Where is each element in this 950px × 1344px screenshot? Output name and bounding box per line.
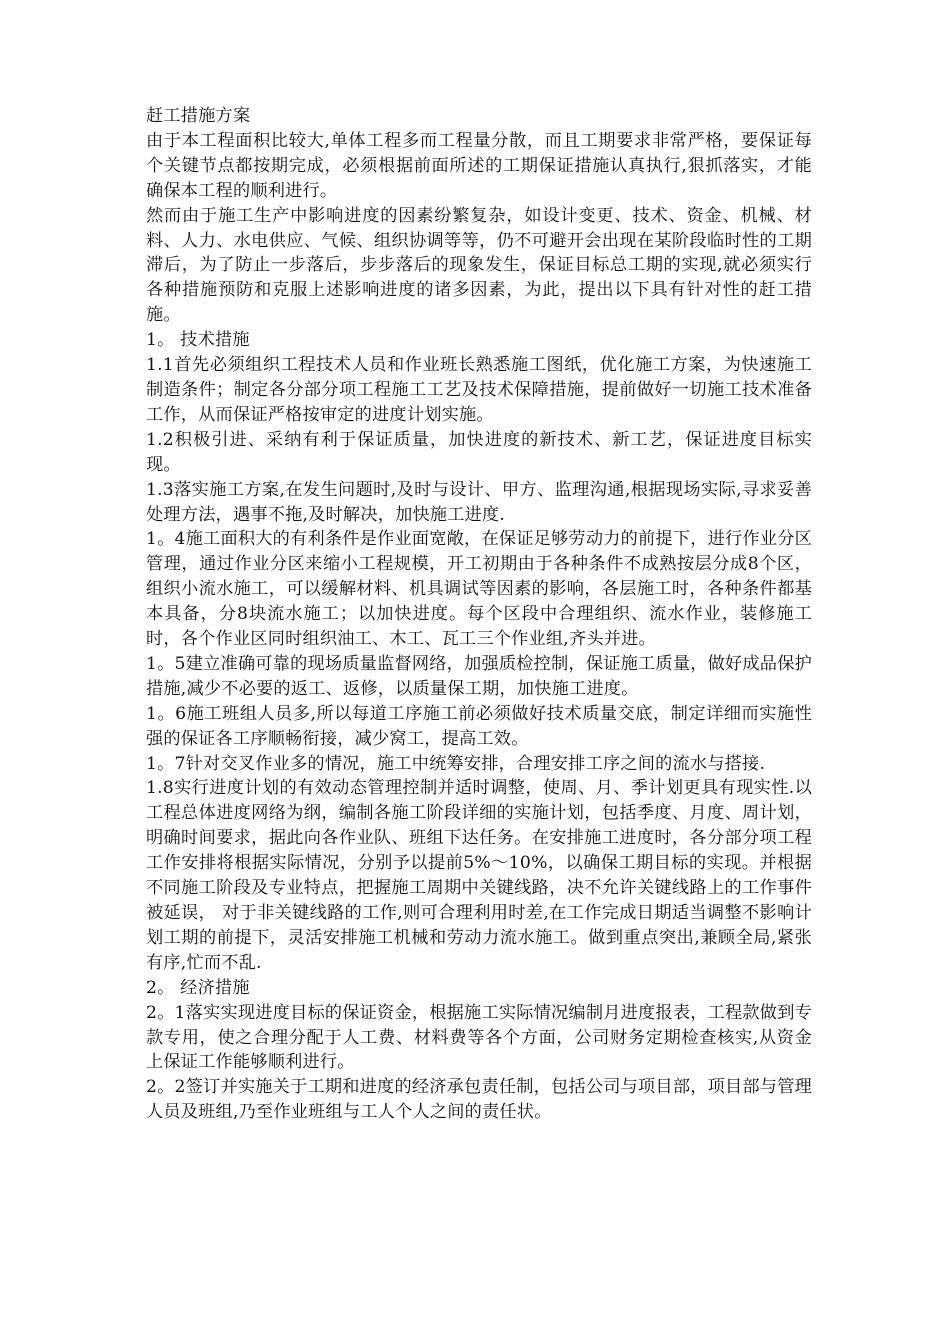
document-title: 赶工措施方案 xyxy=(146,106,251,126)
paragraph-1-4: 1。4施工面积大的有利条件是作业面宽敞，在保证足够劳动力的前提下，进行作业分区管理，通过作业分区来缩小工程规模，开工初期由于各种条件不成熟按层分成8个区，组织小流水施工，可以缓解材料、机具调试等因素的影响，各层施工时，各种条件都基本具备，分8块流水施工；以加快进度。每个区段中合理组织、流水作业，装修施工时，各个作业区同时组织油工、木工、瓦工三个作业组,齐头并进。 xyxy=(146,529,812,650)
paragraph-1-7: 1。7针对交叉作业多的情况，施工中统筹安排，合理安排工序之间的流水与搭接. xyxy=(146,753,766,774)
paragraph-1-2: 1.2积极引进、采纳有利于保证质量，加快进度的新技术、新工艺，保证进度目标实现。 xyxy=(146,429,812,475)
paragraph-1-3: 1.3落实施工方案,在发生问题时,及时与设计、甲方、监理沟通,根据现场实际,寻求妥善处理方法，遇事不拖,及时解决，加快施工进度. xyxy=(146,479,812,525)
paragraph-1-6: 1。6施工班组人员多,所以每道工序施工前必须做好技术质量交底，制定详细而实施性强的保证各工序顺畅衔接，减少窝工，提高工效。 xyxy=(146,703,812,749)
section-heading-technical: 1。 技术措施 xyxy=(146,330,250,351)
section-heading-economic: 2。 经济措施 xyxy=(146,977,250,998)
paragraph-factors: 然而由于施工生产中影响进度的因素纷繁复杂，如设计变更、技术、资金、机械、材料、人力、水电供应、气候、组织协调等等，仍不可避开会出现在某阶段临时性的工期滞后，为了防止一步落后，步步落后的现象发生，保证目标总工期的实现,就必须实行各种措施预防和克服上述影响进度的诸多因素，为此，提出以下具有针对性的赶工措施。 xyxy=(146,205,812,326)
paragraph-1-5: 1。5建立准确可靠的现场质量监督网络，加强质检控制，保证施工质量，做好成品保护措施,减少不必要的返工、返修，以质量保工期，加快施工进度。 xyxy=(146,653,812,699)
paragraph-2-2: 2。2签订并实施关于工期和进度的经济承包责任制，包括公司与项目部，项目部与管理人员及班组,乃至作业班组与工人个人之间的责任状。 xyxy=(146,1077,812,1123)
paragraph-1-1: 1.1首先必须组织工程技术人员和作业班长熟悉施工图纸，优化施工方案，为快速施工制造条件；制定各分部分项工程施工工艺及技术保障措施，提前做好一切施工技术准备工作，从而保证严格按审定的进度计划实施。 xyxy=(146,355,812,425)
paragraph-2-1: 2。1落实实现进度目标的保证资金，根据施工实际情况编制月进度报表，工程款做到专款专用，使之合理分配于人工费、材料费等各个方面，公司财务定期检查核实,从资金上保证工作能够顺利进行。 xyxy=(146,1002,812,1073)
document-page xyxy=(146,104,812,1125)
paragraph-intro: 由于本工程面积比较大,单体工程多而工程量分散，而且工期要求非常严格，要保证每个关键节点都按期完成，必须根据前面所述的工期保证措施认真执行,狠抓落实，才能确保本工程的顺利进行。 xyxy=(146,130,812,201)
paragraph-1-8: 1.8实行进度计划的有效动态管理控制并适时调整，使周、月、季计划更具有现实性.以工程总体进度网络为纲，编制各施工阶段详细的实施计划，包括季度、月度、周计划，明确时间要求，据此向各作业队、班组下达任务。在安排施工进度时，各分部分项工程工作安排将根据实际情况，分别予以提前5%～10%，以确保工期目标的实现。并根据不同施工阶段及专业特点，把握施工周期中关键线路，决不允许关键线路上的工作事件被延误， 对于非关键线路的工作,则可合理利用时差,在工作完成日期适当调整不影响计划工期的前提下，灵活安排施工机械和劳动力流水施工。做到重点突出,兼顾全局,紧张有序,忙而不乱. xyxy=(146,778,812,973)
